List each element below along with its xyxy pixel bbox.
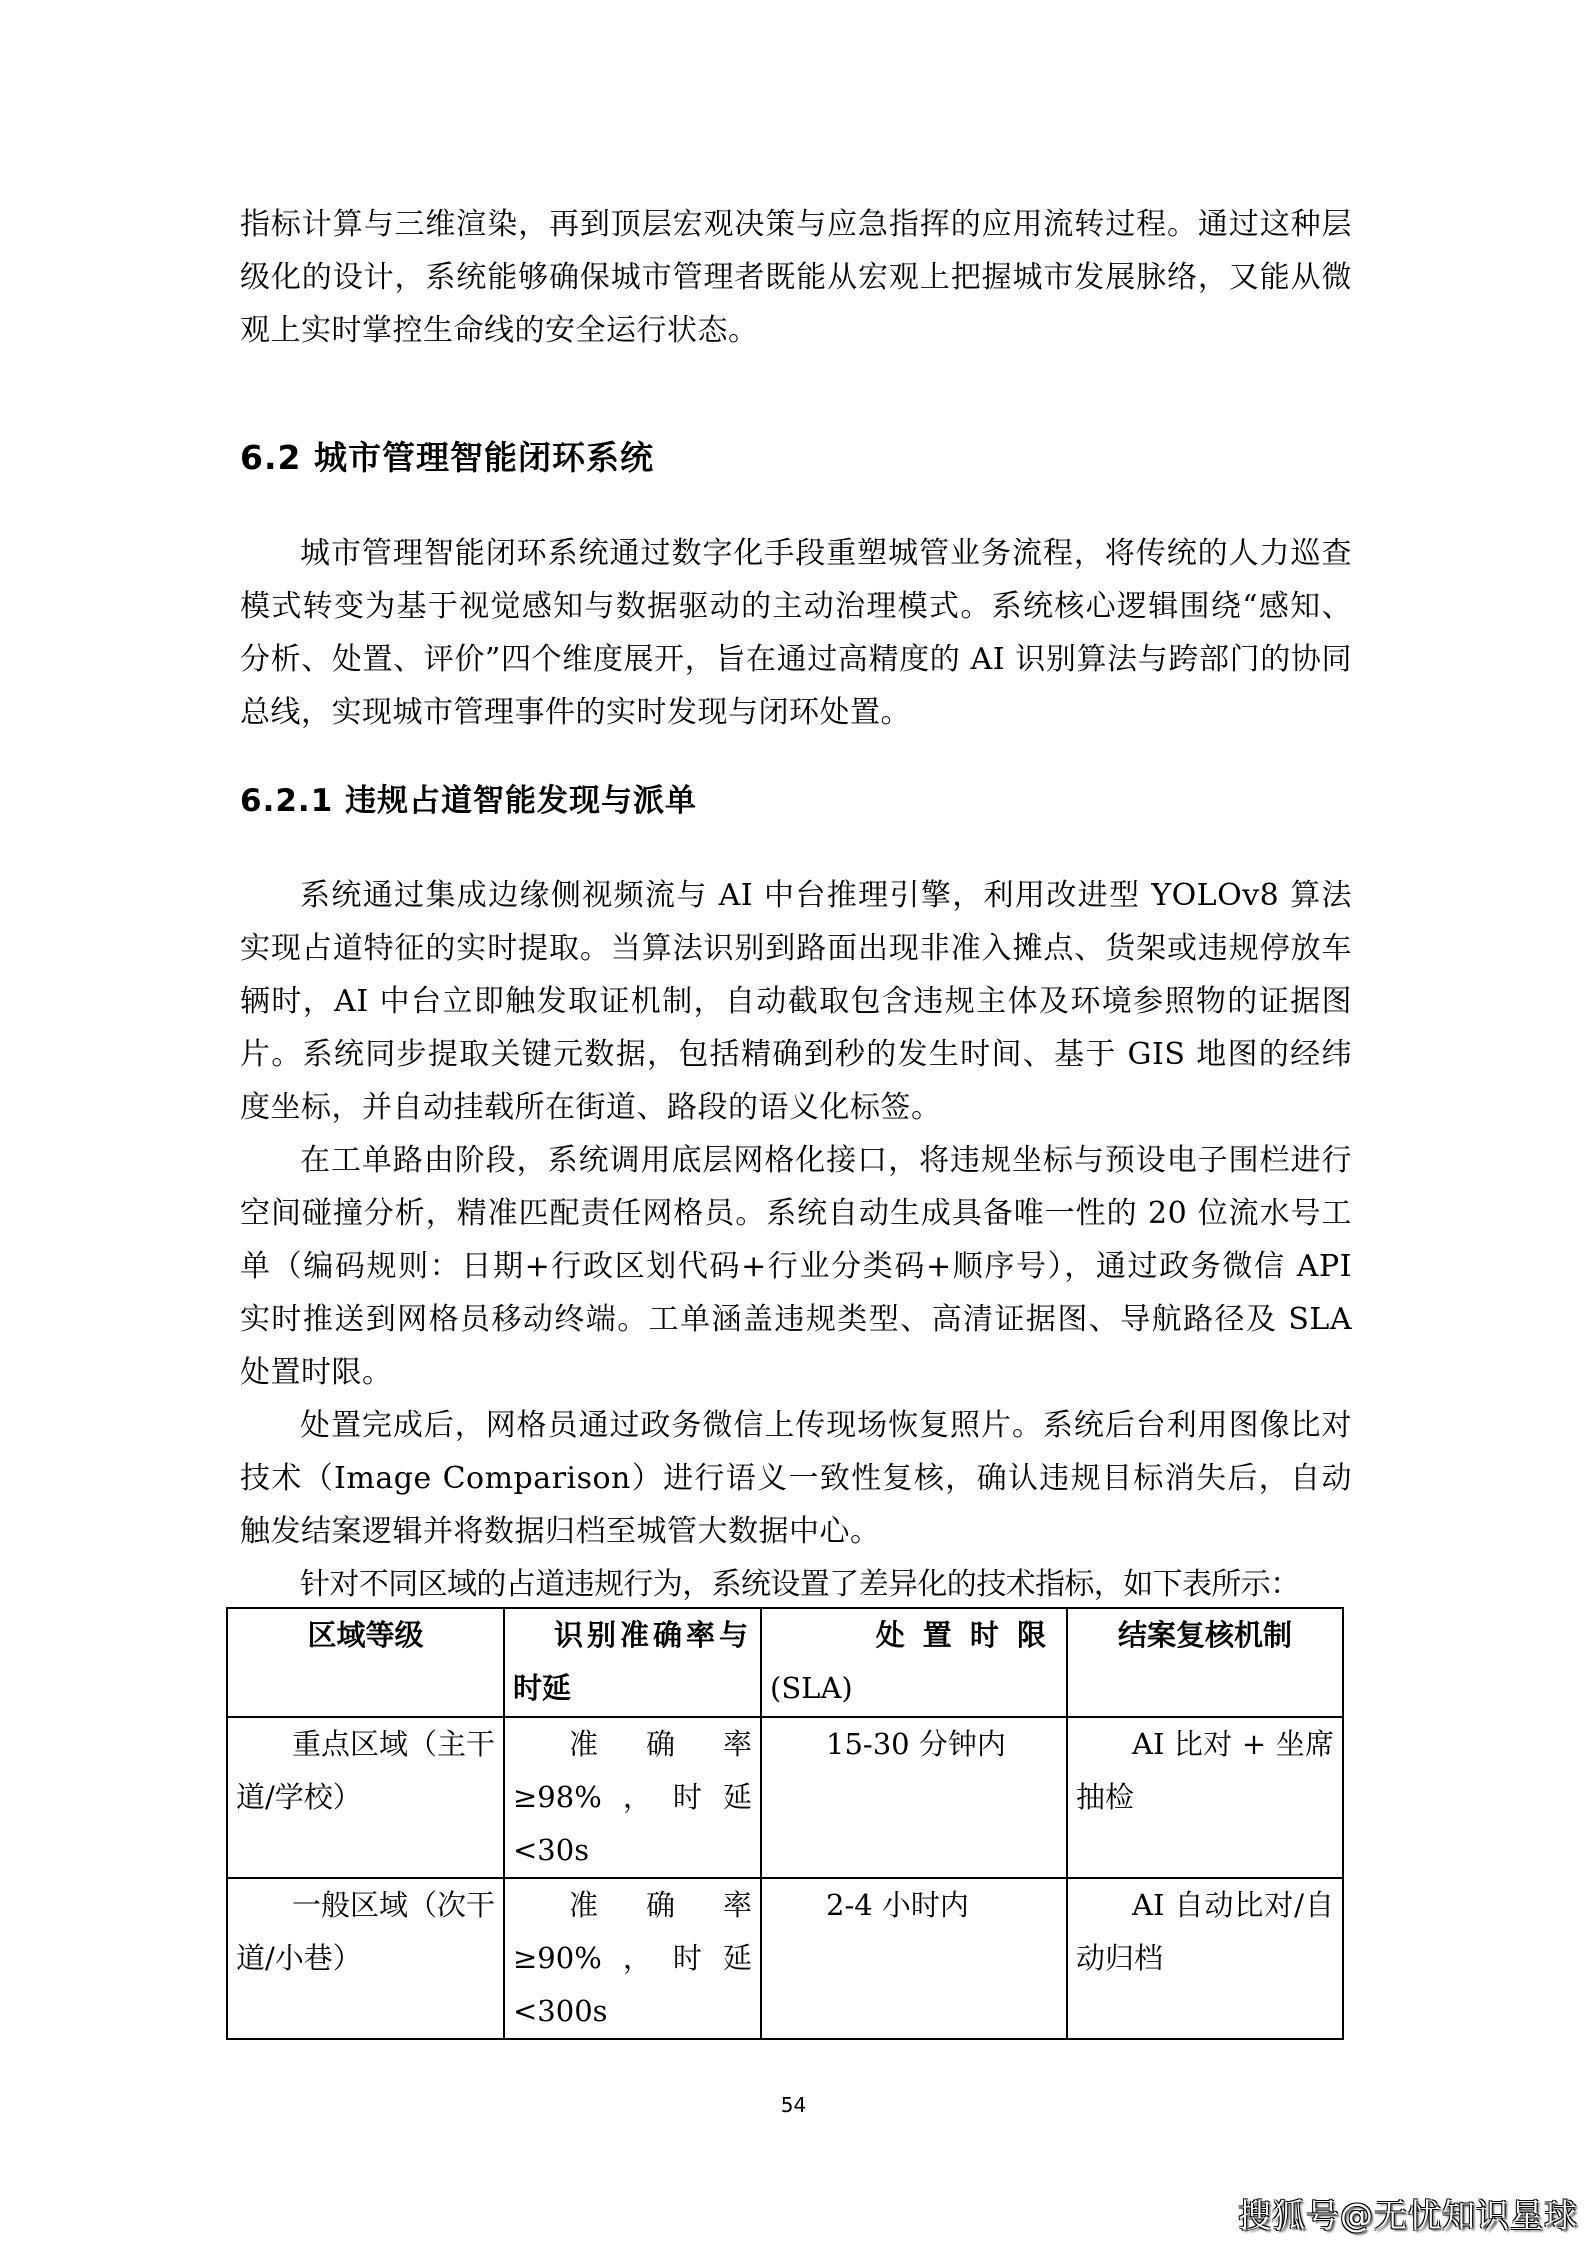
cell-sla: 2-4 小时内: [761, 1878, 1067, 2039]
watermark-text: 搜狐号@无忧知识星球: [1238, 2196, 1578, 2235]
section-title: 城市管理智能闭环系统: [313, 438, 654, 477]
header-accuracy-latency: 识别准确率与 时延: [504, 1608, 761, 1717]
zone-metrics-table: [226, 1607, 1344, 2040]
cell-accuracy-latency: 准确率≥98%，时延<30s: [504, 1717, 761, 1878]
cell-sla: 15-30 分钟内: [761, 1717, 1067, 1878]
table-header-row: [227, 1608, 1343, 1717]
header-sla: 处 置 时 限 (SLA): [761, 1608, 1067, 1717]
cell-accuracy-latency: 准确率≥90%，时延<300s: [504, 1878, 761, 2039]
subsection-title: 违规占道智能发现与派单: [345, 783, 698, 819]
subsection-number: 6.2.1: [240, 783, 334, 819]
cell-review: AI 自动比对/自动归档: [1067, 1878, 1343, 2039]
table-row: [227, 1717, 1343, 1878]
section-intro-block: [240, 527, 1352, 739]
subsection-heading: [240, 781, 1352, 821]
section-heading: [240, 438, 1352, 478]
table-row: [227, 1878, 1343, 2039]
continuation-paragraph: 指标计算与三维渲染，再到顶层宏观决策与应急指挥的应用流转过程。通过这种层级化的设计，系统能够确保城市管理者既能从宏观上把握城市发展脉络，又能从微观上实时掌控生命线的安全运行状态。: [240, 207, 1352, 348]
subsection-body: [240, 869, 1352, 1611]
header-review-mechanism: 结案复核机制: [1067, 1608, 1343, 1717]
paragraph-table-intro: 针对不同区域的占道违规行为，系统设置了差异化的技术指标，如下表所示：: [300, 1567, 1300, 1602]
paragraph-detection: 系统通过集成边缘侧视频流与 AI 中台推理引擎，利用改进型 YOLOv8 算法实现占道特征的实时提取。当算法识别到路面出现非准入摊点、货架或违规停放车辆时，AI 中台立即触发取证机制，自动截取包含违规主体及环境参照物的证据图片。系统同步提取关键元数据，包括精确到秒的发生时间、基于 GIS 地图的经纬度坐标，并自动挂载所在街道、路段的语义化标签。: [240, 878, 1352, 1125]
page-number: 54: [780, 2093, 807, 2117]
cell-review: AI 比对 + 坐席抽检: [1067, 1717, 1343, 1878]
paragraph-routing: 在工单路由阶段，系统调用底层网格化接口，将违规坐标与预设电子围栏进行空间碰撞分析，精准匹配责任网格员。系统自动生成具备唯一性的 20 位流水号工单（编码规则：日期+行政区划代码+行业分类码+顺序号），通过政务微信 API 实时推送到网格员移动终端。工单涵盖违规类型、高清证据图、导航路径及 SLA 处置时限。: [240, 1143, 1352, 1390]
continuation-block: [240, 198, 1352, 357]
paragraph-closure: 处置完成后，网格员通过政务微信上传现场恢复照片。系统后台利用图像比对技术（Image Comparison）进行语义一致性复核，确认违规目标消失后，自动触发结案逻辑并将数据归档至城管大数据中心。: [240, 1408, 1352, 1549]
cell-zone: 重点区域（主干道/学校）: [227, 1717, 504, 1878]
section-intro-paragraph: 城市管理智能闭环系统通过数字化手段重塑城管业务流程，将传统的人力巡查模式转变为基于视觉感知与数据驱动的主动治理模式。系统核心逻辑围绕“感知、分析、处置、评价”四个维度展开，旨在通过高精度的 AI 识别算法与跨部门的协同总线，实现城市管理事件的实时发现与闭环处置。: [240, 536, 1352, 730]
cell-zone: 一般区域（次干道/小巷）: [227, 1878, 504, 2039]
header-zone-level: 区域等级: [227, 1608, 504, 1717]
section-number: 6.2: [240, 438, 302, 477]
